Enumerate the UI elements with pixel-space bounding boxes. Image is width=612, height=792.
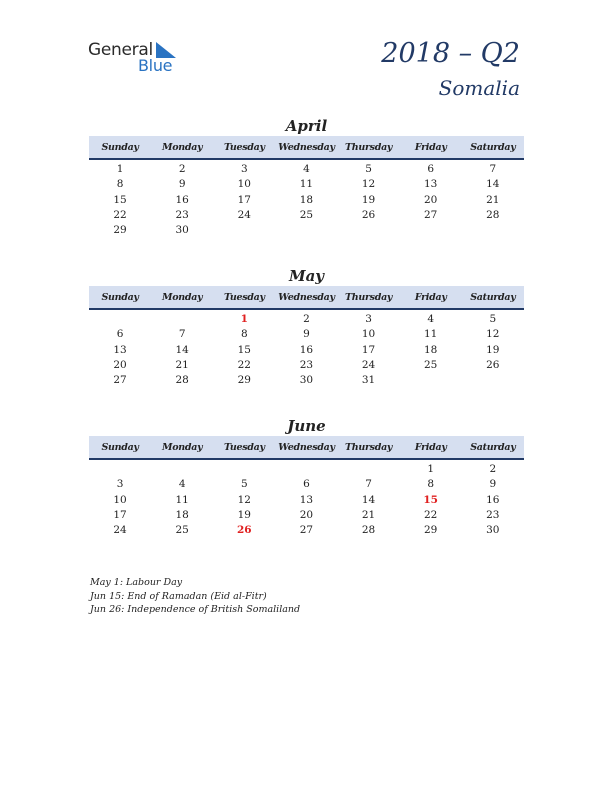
day-cell: 9 bbox=[303, 328, 310, 341]
weekday-label: Wednesday bbox=[278, 441, 335, 453]
weekday-label: Monday bbox=[162, 141, 203, 153]
weekday-label: Saturday bbox=[470, 291, 516, 303]
empty-cell bbox=[275, 462, 337, 477]
day-cell: 30 bbox=[299, 374, 314, 387]
weekday-label: Sunday bbox=[101, 141, 139, 153]
weekday-label: Wednesday bbox=[278, 291, 335, 303]
weekday-label: Tuesday bbox=[223, 291, 265, 303]
day-cell: 14 bbox=[175, 343, 189, 356]
day-grid bbox=[89, 310, 524, 388]
day-cell: 21 bbox=[361, 508, 376, 521]
day-cell: 11 bbox=[299, 178, 314, 191]
holiday-day-cell: 1 bbox=[240, 313, 248, 325]
day-cell: 8 bbox=[116, 178, 124, 191]
weekday-label: Friday bbox=[414, 141, 447, 153]
logo-blue-text: Blue bbox=[138, 56, 173, 75]
day-cell: 18 bbox=[424, 343, 438, 356]
day-cell: 12 bbox=[361, 178, 376, 191]
day-cell: 28 bbox=[361, 524, 376, 537]
empty-cell bbox=[213, 462, 275, 477]
day-cell: 20 bbox=[113, 358, 127, 371]
day-cell: 30 bbox=[486, 524, 500, 537]
weekday-header bbox=[89, 436, 524, 460]
day-cell: 18 bbox=[175, 508, 189, 521]
day-cell: 20 bbox=[299, 508, 314, 521]
weekday-label: Wednesday bbox=[278, 141, 335, 153]
day-cell: 5 bbox=[489, 313, 497, 325]
day-cell: 4 bbox=[178, 478, 186, 491]
weekday-label: Monday bbox=[162, 291, 203, 303]
day-cell: 24 bbox=[237, 208, 251, 221]
holiday-note: May 1: Labour Day bbox=[90, 577, 183, 588]
holiday-notes bbox=[90, 576, 300, 617]
weekday-label: Monday bbox=[162, 441, 203, 453]
day-cell: 6 bbox=[427, 163, 435, 175]
day-cell: 14 bbox=[486, 178, 500, 191]
month-name: June bbox=[287, 417, 326, 435]
day-cell: 11 bbox=[175, 493, 189, 506]
weekday-header bbox=[89, 136, 524, 160]
day-cell: 11 bbox=[424, 328, 438, 341]
day-cell: 2 bbox=[178, 163, 186, 175]
weekday-label: Friday bbox=[414, 291, 447, 303]
day-grid bbox=[89, 160, 524, 238]
logo-general-text: General bbox=[88, 40, 153, 60]
day-cell: 16 bbox=[299, 343, 314, 356]
day-cell: 25 bbox=[424, 358, 438, 371]
day-cell: 7 bbox=[489, 163, 497, 175]
day-cell: 3 bbox=[365, 313, 372, 325]
month-april bbox=[89, 116, 524, 238]
day-cell: 18 bbox=[299, 193, 314, 206]
day-cell: 22 bbox=[113, 208, 127, 221]
day-cell: 23 bbox=[175, 208, 189, 221]
day-cell: 23 bbox=[486, 508, 500, 521]
weekday-label: Tuesday bbox=[223, 441, 265, 453]
day-cell: 1 bbox=[116, 163, 124, 175]
weekday-header bbox=[89, 286, 524, 310]
day-cell: 15 bbox=[237, 343, 251, 356]
day-cell: 20 bbox=[424, 193, 438, 206]
day-cell: 27 bbox=[424, 208, 438, 221]
day-cell: 8 bbox=[427, 478, 435, 491]
day-cell: 26 bbox=[486, 358, 500, 371]
weekday-label: Sunday bbox=[101, 291, 139, 303]
day-cell: 2 bbox=[489, 463, 497, 475]
empty-cell bbox=[151, 462, 213, 477]
empty-cell bbox=[151, 312, 213, 327]
empty-cell bbox=[338, 462, 400, 477]
day-cell: 21 bbox=[175, 358, 189, 371]
day-cell: 4 bbox=[427, 313, 435, 325]
page-title: 2018 – Q2 bbox=[381, 38, 520, 69]
day-cell: 5 bbox=[365, 163, 372, 175]
day-cell: 17 bbox=[361, 343, 376, 356]
day-cell: 10 bbox=[361, 328, 376, 341]
day-cell: 19 bbox=[237, 508, 251, 521]
day-cell: 10 bbox=[113, 493, 127, 506]
day-cell: 8 bbox=[240, 328, 248, 341]
day-cell: 24 bbox=[361, 358, 376, 371]
month-name: April bbox=[285, 117, 328, 135]
empty-cell bbox=[89, 312, 151, 327]
day-cell: 30 bbox=[175, 224, 189, 237]
page-subtitle: Somalia bbox=[438, 76, 520, 100]
day-cell: 31 bbox=[361, 374, 376, 387]
day-cell: 5 bbox=[240, 478, 248, 491]
weekday-label: Thursday bbox=[344, 291, 393, 303]
month-name: May bbox=[288, 267, 325, 285]
day-cell: 24 bbox=[113, 524, 127, 537]
day-cell: 29 bbox=[237, 374, 251, 387]
day-cell: 16 bbox=[175, 193, 189, 206]
day-cell: 28 bbox=[175, 374, 189, 387]
day-cell: 25 bbox=[299, 208, 314, 221]
day-cell: 21 bbox=[486, 193, 500, 206]
weekday-label: Saturday bbox=[470, 141, 516, 153]
logo bbox=[88, 40, 188, 76]
day-cell: 3 bbox=[240, 163, 248, 175]
day-cell: 14 bbox=[361, 493, 376, 506]
day-cell: 29 bbox=[424, 524, 438, 537]
day-cell: 9 bbox=[178, 178, 186, 191]
weekday-label: Sunday bbox=[101, 441, 139, 453]
day-cell: 13 bbox=[299, 493, 314, 506]
day-cell: 22 bbox=[424, 508, 438, 521]
day-cell: 26 bbox=[361, 208, 376, 221]
holiday-day-cell: 26 bbox=[237, 524, 252, 537]
day-cell: 19 bbox=[361, 193, 376, 206]
weekday-label: Tuesday bbox=[223, 141, 265, 153]
day-cell: 4 bbox=[303, 163, 310, 175]
day-cell: 6 bbox=[116, 328, 124, 341]
day-cell: 23 bbox=[299, 358, 314, 371]
holiday-note: Jun 26: Independence of British Somaliland bbox=[90, 604, 301, 615]
holiday-note: Jun 15: End of Ramadan (Eid al-Fitr) bbox=[90, 590, 267, 602]
day-cell: 3 bbox=[116, 478, 124, 491]
day-cell: 10 bbox=[237, 178, 251, 191]
day-cell: 1 bbox=[427, 463, 435, 475]
holiday-day-cell: 15 bbox=[423, 493, 438, 506]
day-cell: 7 bbox=[365, 478, 372, 491]
weekday-label: Thursday bbox=[344, 441, 393, 453]
day-cell: 12 bbox=[486, 328, 500, 341]
day-cell: 17 bbox=[113, 508, 127, 521]
day-cell: 27 bbox=[299, 524, 314, 537]
weekday-label: Saturday bbox=[470, 441, 516, 453]
day-cell: 13 bbox=[424, 178, 438, 191]
month-june bbox=[89, 416, 524, 538]
day-cell: 2 bbox=[303, 313, 310, 325]
day-cell: 15 bbox=[113, 193, 127, 206]
day-cell: 17 bbox=[237, 193, 251, 206]
day-cell: 19 bbox=[486, 343, 500, 356]
day-cell: 27 bbox=[113, 374, 127, 387]
day-cell: 22 bbox=[237, 358, 251, 371]
weekday-label: Friday bbox=[414, 441, 447, 453]
day-grid bbox=[89, 460, 524, 538]
day-cell: 29 bbox=[113, 224, 127, 237]
day-cell: 25 bbox=[175, 524, 189, 537]
day-cell: 16 bbox=[486, 493, 500, 506]
day-cell: 9 bbox=[489, 478, 497, 491]
day-cell: 13 bbox=[113, 343, 127, 356]
empty-cell bbox=[89, 462, 151, 477]
day-cell: 7 bbox=[178, 328, 186, 341]
month-may bbox=[89, 266, 524, 388]
day-cell: 12 bbox=[237, 493, 251, 506]
day-cell: 6 bbox=[303, 478, 310, 491]
weekday-label: Thursday bbox=[344, 141, 393, 153]
day-cell: 28 bbox=[486, 208, 500, 221]
